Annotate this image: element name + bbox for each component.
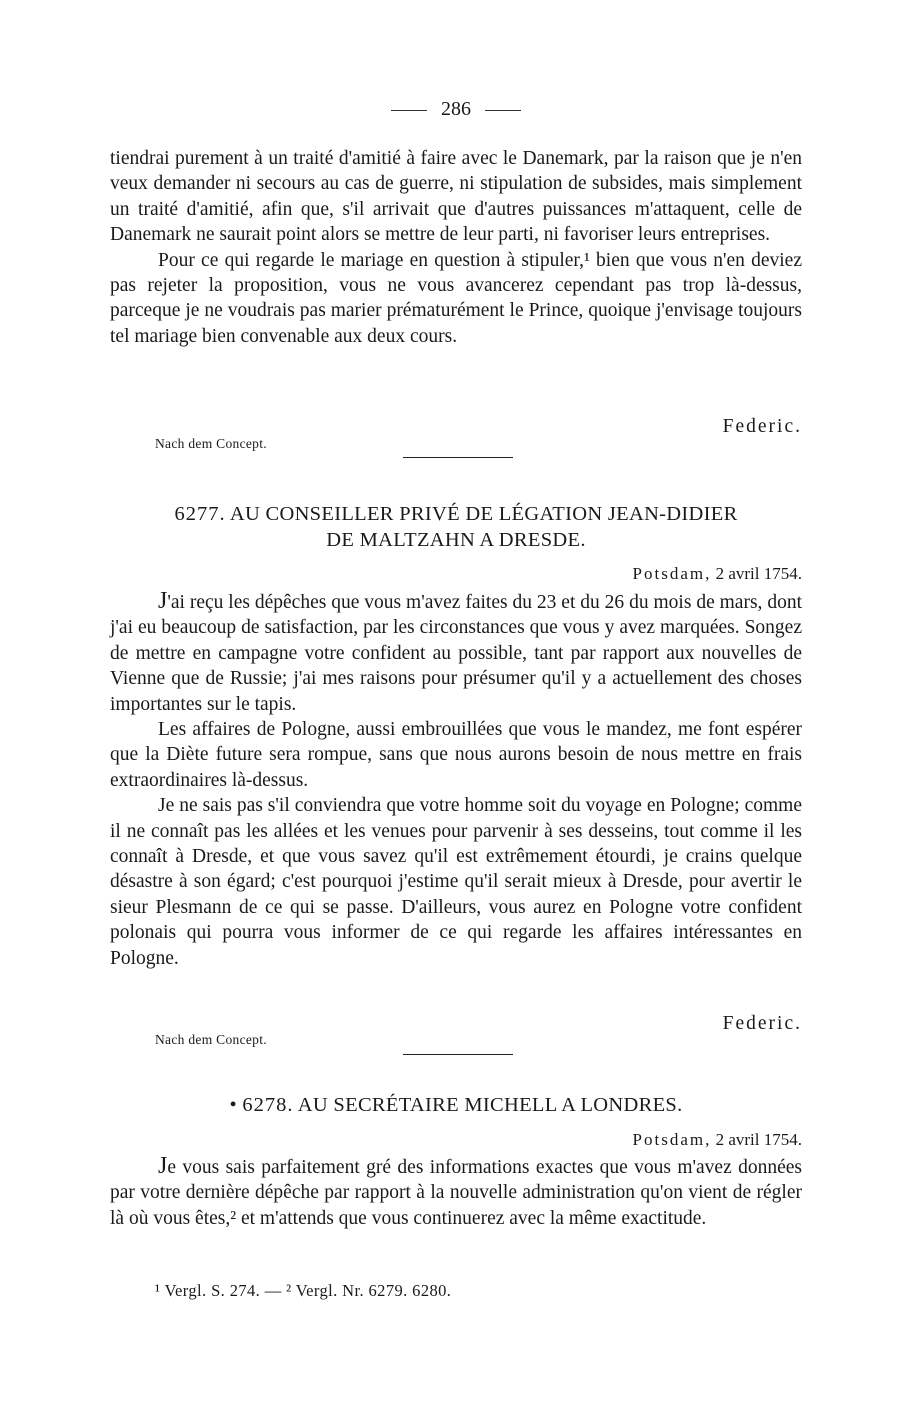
continuation-text bbox=[110, 146, 802, 349]
paragraph: Les affaires de Pologne, aussi embrouillées que vous le mandez, me font espérer que la Diète future sera rompue, sans que nous aurons besoin de nous mettre en frais extraordinaires là-dessus. bbox=[110, 719, 802, 791]
paragraph bbox=[110, 1154, 802, 1231]
dateline bbox=[110, 1130, 824, 1150]
source-note: Nach dem Concept. bbox=[155, 1032, 267, 1047]
drop-cap: J bbox=[158, 588, 168, 614]
signature: Federic. bbox=[722, 1013, 802, 1034]
page-number: 286 bbox=[441, 98, 471, 120]
drop-cap: J bbox=[158, 1153, 168, 1179]
footnotes: ¹ Vergl. S. 274. — ² Vergl. Nr. 6279. 6280. bbox=[155, 1281, 452, 1300]
letter-number: 6278. bbox=[242, 1094, 294, 1116]
paragraph: tiendrai purement à un traité d'amitié à faire avec le Danemark, par la raison que je n'en veux demander ni secours au cas de guerre, ni stipulation de subsides, mais simplement un traité d'amitié, afin que, s'il arrivait que d'autres puissances m'attaquent, celle de Danemark ne saurait point alors se mettre de leur parti, ni favoriser leurs entreprises. bbox=[110, 148, 802, 246]
dateline bbox=[110, 564, 824, 584]
heading-line: AU CONSEILLER PRIVÉ DE LÉGATION JEAN-DIDIER bbox=[229, 503, 738, 525]
heading-line: AU SECRÉTAIRE MICHELL A LONDRES. bbox=[297, 1094, 683, 1116]
header-rule-right bbox=[485, 110, 521, 111]
dateline-date: 2 avril 1754. bbox=[715, 564, 802, 583]
letter-heading bbox=[110, 1092, 802, 1118]
marginal-mark: • bbox=[229, 1094, 237, 1116]
page-header bbox=[110, 98, 802, 121]
dateline-place: Potsdam, bbox=[632, 1130, 712, 1149]
paragraph: Pour ce qui regarde le mariage en question à stipuler,¹ bien que vous n'en deviez pas rejeter la proposition, vous ne vous avancerez cependant pas trop là-dessus, parceque je ne voudrais pas marier prématurément le Prince, quoique j'envisage toujours tel mariage bien convenable aux deux cours. bbox=[110, 249, 802, 347]
dateline-place: Potsdam, bbox=[632, 564, 712, 583]
header-rule-left bbox=[391, 110, 427, 111]
paragraph bbox=[110, 589, 802, 717]
section-divider bbox=[403, 1054, 513, 1055]
heading-line: DE MALTZAHN A DRESDE. bbox=[326, 529, 586, 551]
paragraph-text: 'ai reçu les dépêches que vous m'avez faites du 23 et du 26 du mois de mars, dont j'ai eu beaucoup de satisfaction, par les circonstances que vous y avez marquées. Songez de mettre en campagne votre confident au possible, tant par rapport aux nouvelles de Vienne que de Russie; j'ai mes raisons pour présumer qu'il y a actuellement des choses importantes sur le tapis. bbox=[110, 592, 802, 715]
letter-heading bbox=[110, 501, 802, 553]
section-divider bbox=[403, 457, 513, 458]
paragraph-text: e vous sais parfaitement gré des informations exactes que vous m'avez données par votre dernière dépêche par rapport à la nouvelle administration qu'on vient de régler là où vous êtes,² et m'attends que vous continuerez avec la même exactitude. bbox=[110, 1157, 802, 1229]
letter-body bbox=[110, 1154, 802, 1231]
signature: Federic. bbox=[722, 416, 802, 437]
source-note: Nach dem Concept. bbox=[155, 436, 267, 451]
dateline-date: 2 avril 1754. bbox=[715, 1130, 802, 1149]
paragraph: Je ne sais pas s'il conviendra que votre homme soit du voyage en Pologne; comme il ne connaît pas les allées et les venues pour parvenir à ses desseins, tout comme il les connaît à Dresde, et que vous savez qu'il est extrêmement étourdi, je crains quelque désastre à son égard; c'est pourquoi j'estime qu'il serait mieux à Dresde, pour avertir le sieur Plesmann de ce qui se passe. D'ailleurs, vous aurez en Pologne votre confident polonais qui pourra vous informer de ce qui regarde les affaires intéressantes en Pologne. bbox=[110, 795, 802, 969]
letter-number: 6277. bbox=[174, 503, 226, 525]
letter-body bbox=[110, 589, 802, 971]
